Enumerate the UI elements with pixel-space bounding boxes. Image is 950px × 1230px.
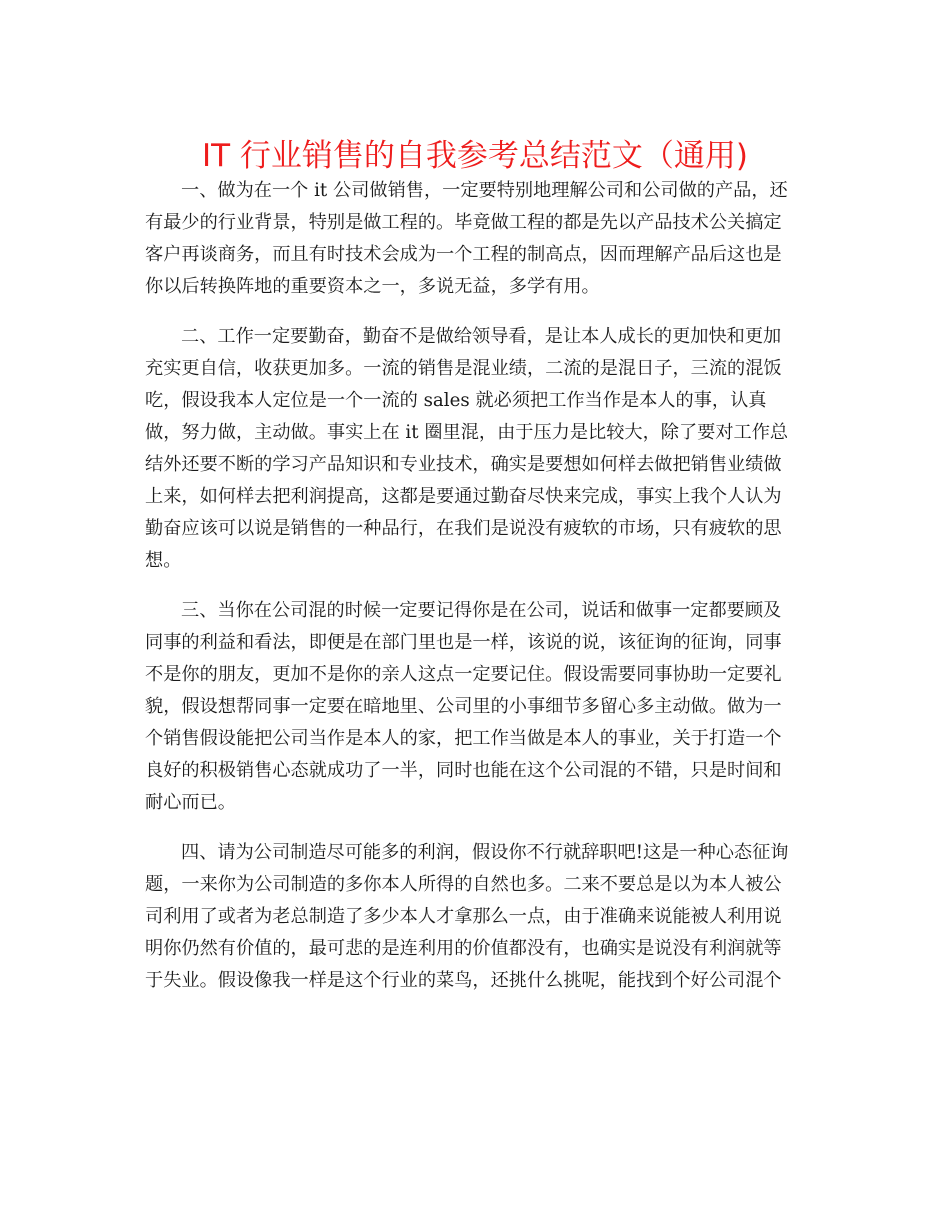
text-line: 良好的积极销售心态就成功了一半，同时也能在这个公司混的不错，只是时间和 [145, 760, 782, 781]
text-line: 题，一来你为公司制造的多你本人所得的自然也多。二来不要总是以为本人被公 [145, 874, 782, 895]
text-line: 同事的利益和看法，即便是在部门里也是一样，该说的说，该征询的征询，同事 [145, 632, 782, 653]
text-line: 三、当你在公司混的时候一定要记得你是在公司，说话和做事一定都要顾及 [181, 600, 782, 621]
text-line: 貌，假设想帮同事一定要在暗地里、公司里的小事细节多留心多主动做。做为一 [145, 696, 782, 717]
text-line: 司利用了或者为老总制造了多少本人才拿那么一点，由于准确来说能被人利用说 [145, 906, 782, 927]
paragraph-2 [145, 321, 807, 577]
text-line: 客户再谈商务，而且有时技术会成为一个工程的制高点，因而理解产品后这也是 [145, 244, 782, 265]
text-line: 一、做为在一个 it 公司做销售，一定要特别地理解公司和公司做的产品，还 [181, 180, 788, 201]
text-line: 想。 [145, 550, 182, 571]
text-line: 充实更自信，收获更加多。一流的销售是混业绩，二流的是混日子，三流的混饭 [145, 358, 782, 379]
paragraph-4 [145, 837, 807, 997]
text-line: 上来，如何样去把利润提高，这都是要通过勤奋尽快来完成，事实上我个人认为 [145, 486, 782, 507]
text-line: 做，努力做，主动做。事实上在 it 圈里混，由于压力是比较大，除了要对工作总 [145, 422, 789, 443]
text-line: 吃，假设我本人定位是一个一流的 sales 就必须把工作当作是本人的事，认真 [145, 390, 767, 411]
text-line: 有最少的行业背景，特别是做工程的。毕竟做工程的都是先以产品技术公关搞定 [145, 212, 782, 233]
text-line: 不是你的朋友，更加不是你的亲人这点一定要记住。假设需要同事协助一定要礼 [145, 664, 782, 685]
text-line: 勤奋应该可以说是销售的一种品行，在我们是说没有疲软的市场，只有疲软的思 [145, 518, 782, 539]
text-line: 个销售假设能把公司当作是本人的家，把工作当做是本人的事业，关于打造一个 [145, 728, 782, 749]
document-title: IT 行业销售的自我参考总结范文（通用) [201, 138, 749, 174]
paragraph-1 [145, 175, 807, 303]
document-body [145, 175, 807, 1015]
text-line: 你以后转换阵地的重要资本之一，多说无益，多学有用。 [145, 276, 600, 297]
text-line: 四、请为公司制造尽可能多的利润，假设你不行就辞职吧!这是一种心态征询 [181, 842, 789, 863]
text-line: 二、工作一定要勤奋，勤奋不是做给领导看，是让本人成长的更加快和更加 [181, 326, 782, 347]
text-line: 结外还要不断的学习产品知识和专业技术，确实是要想如何样去做把销售业绩做 [145, 454, 782, 475]
paragraph-3 [145, 595, 807, 819]
text-line: 于失业。假设像我一样是这个行业的菜鸟，还挑什么挑呢，能找到个好公司混个 [145, 970, 782, 991]
text-line: 明你仍然有价值的，最可悲的是连利用的价值都没有，也确实是说没有利润就等 [145, 938, 782, 959]
text-line: 耐心而已。 [145, 792, 236, 813]
